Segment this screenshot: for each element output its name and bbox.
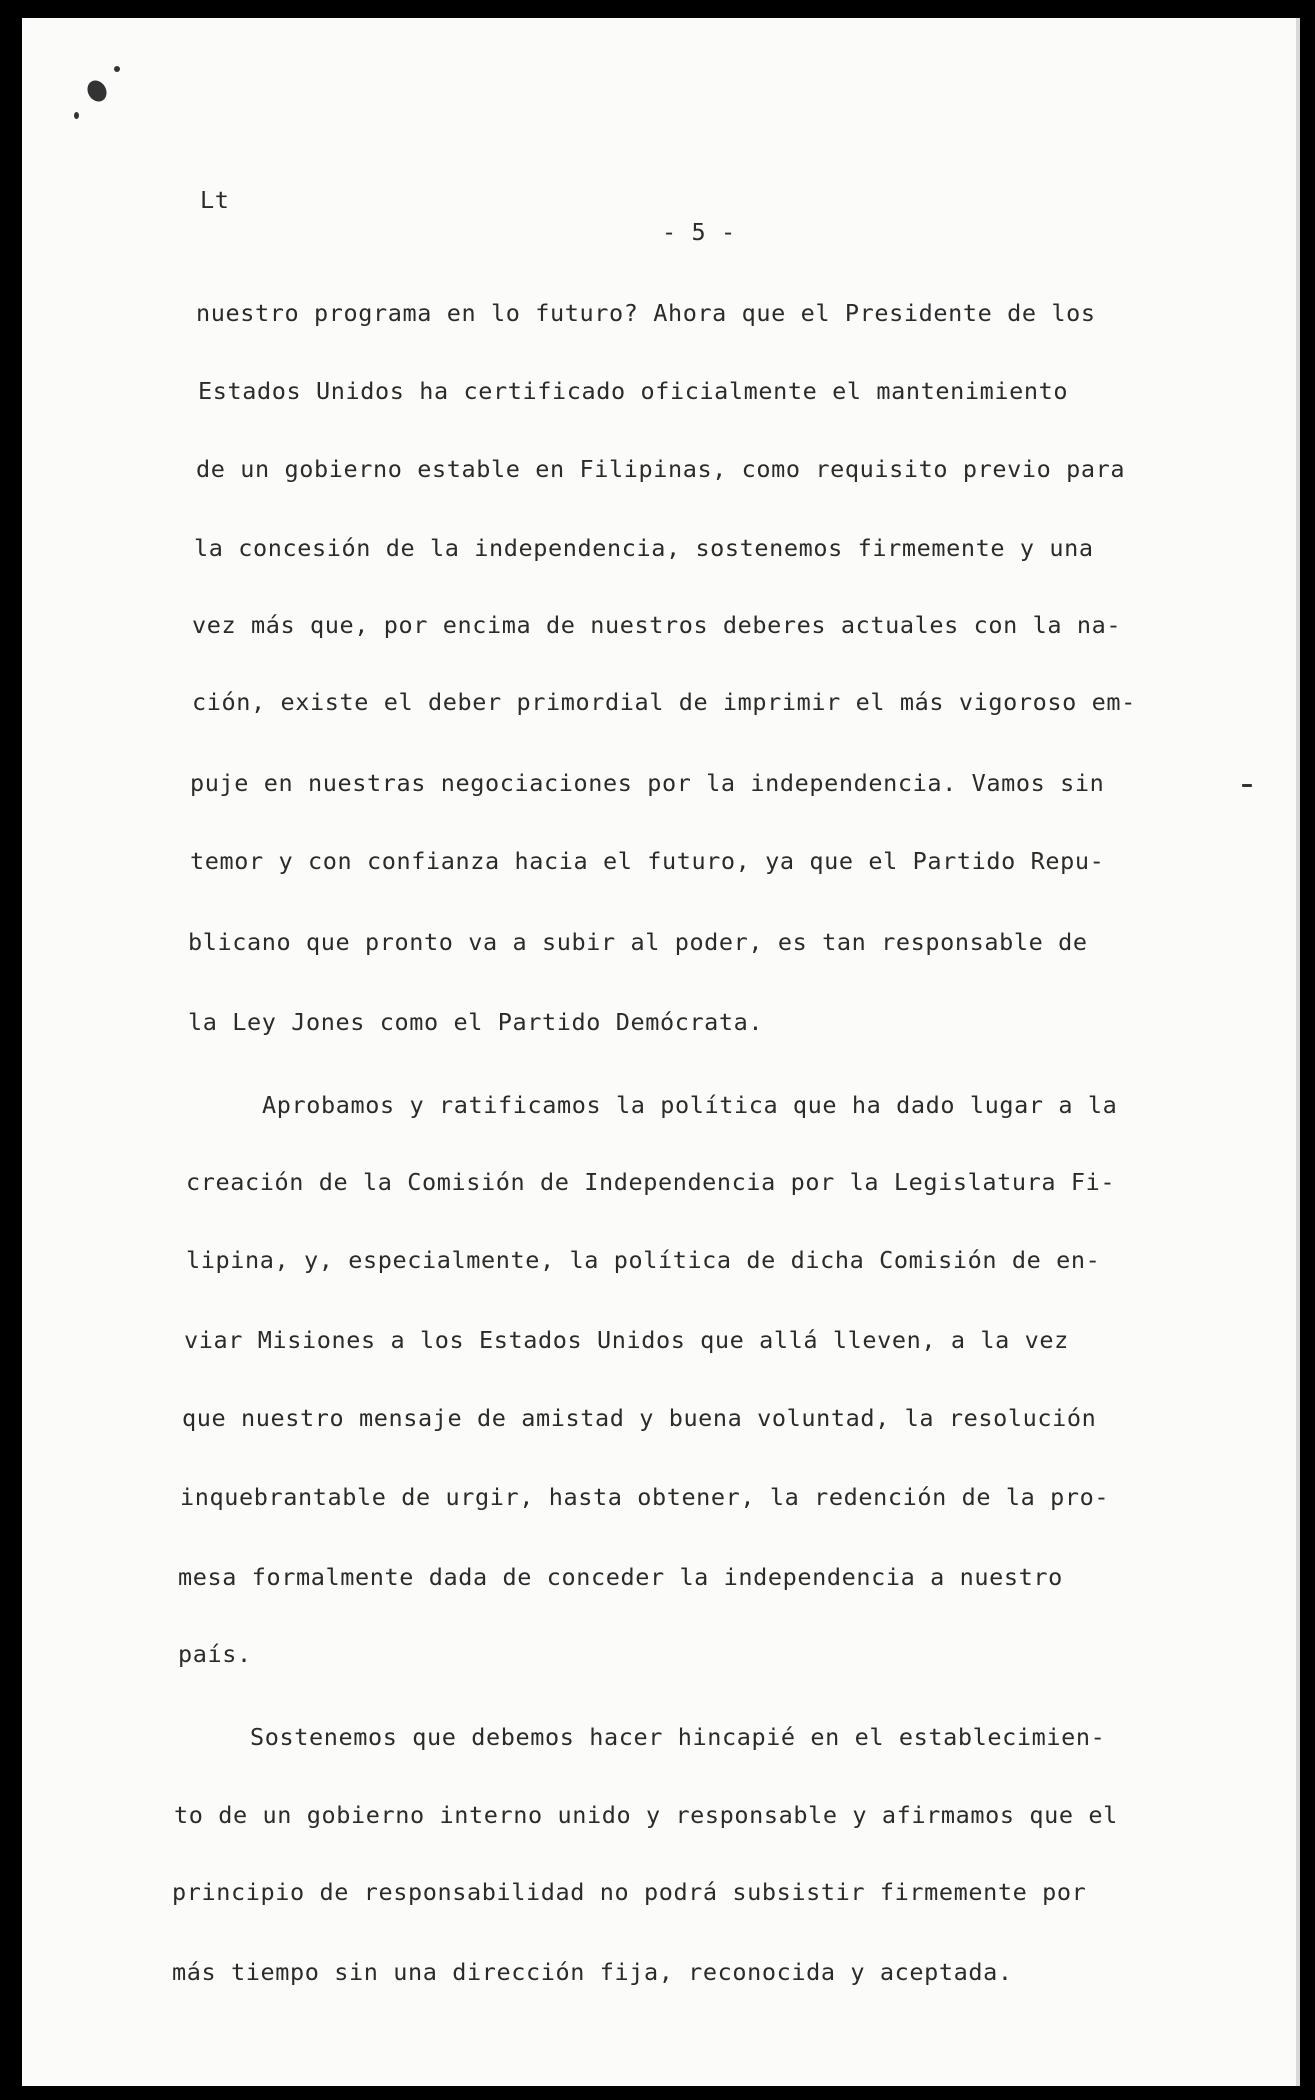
text-line: que nuestro mensaje de amistad y buena voluntad, la resolución [182,1404,1097,1432]
text-line: de un gobierno estable en Filipinas, como requisito previo para [196,455,1126,483]
text-line: puje en nuestras negociaciones por la independencia. Vamos sin [190,769,1105,797]
text-line: lipina, y, especialmente, la política de dicha Comisión de en- [186,1246,1101,1274]
text-line: más tiempo sin una dirección fija, reconocida y aceptada. [172,1958,1013,1986]
document-page [22,18,1300,2086]
ink-speck [114,66,120,72]
text-line: inquebrantable de urgir, hasta obtener, la redención de la pro- [180,1483,1110,1511]
page-number: - 5 - [662,218,736,246]
text-line: la Ley Jones como el Partido Demócrata. [188,1008,764,1036]
text-line: blicano que pronto va a subir al poder, es tan responsable de [188,928,1088,956]
text-line: mesa formalmente dada de conceder la independencia a nuestro [178,1563,1063,1591]
text-line: nuestro programa en lo futuro? Ahora que el Presidente de los [196,299,1096,327]
text-line: país. [178,1640,252,1668]
text-line: creación de la Comisión de Independencia por la Legislatura Fi- [186,1168,1116,1196]
ink-speck [1242,784,1252,787]
ink-blot [84,77,111,105]
text-line: to de un gobierno interno unido y responsable y afirmamos que el [174,1801,1118,1829]
text-line: la concesión de la independencia, sostenemos firmemente y una [194,534,1094,562]
text-line: Sostenemos que debemos hacer hincapié en el establecimien- [250,1723,1106,1751]
text-line: viar Misiones a los Estados Unidos que allá lleven, a la vez [184,1326,1069,1354]
text-line: Aprobamos y ratificamos la política que ha dado lugar a la [262,1091,1118,1119]
text-line: Estados Unidos ha certificado oficialmente el mantenimiento [198,377,1069,405]
text-line: vez más que, por encima de nuestros deberes actuales con la na- [192,611,1122,639]
text-line: principio de responsabilidad no podrá subsistir firmemente por [172,1878,1087,1906]
text-line: temor y con confianza hacia el futuro, ya que el Partido Repu- [190,847,1105,875]
margin-note: Lt [200,186,230,214]
text-line: ción, existe el deber primordial de imprimir el más vigoroso em- [192,688,1136,716]
ink-speck [74,112,79,119]
